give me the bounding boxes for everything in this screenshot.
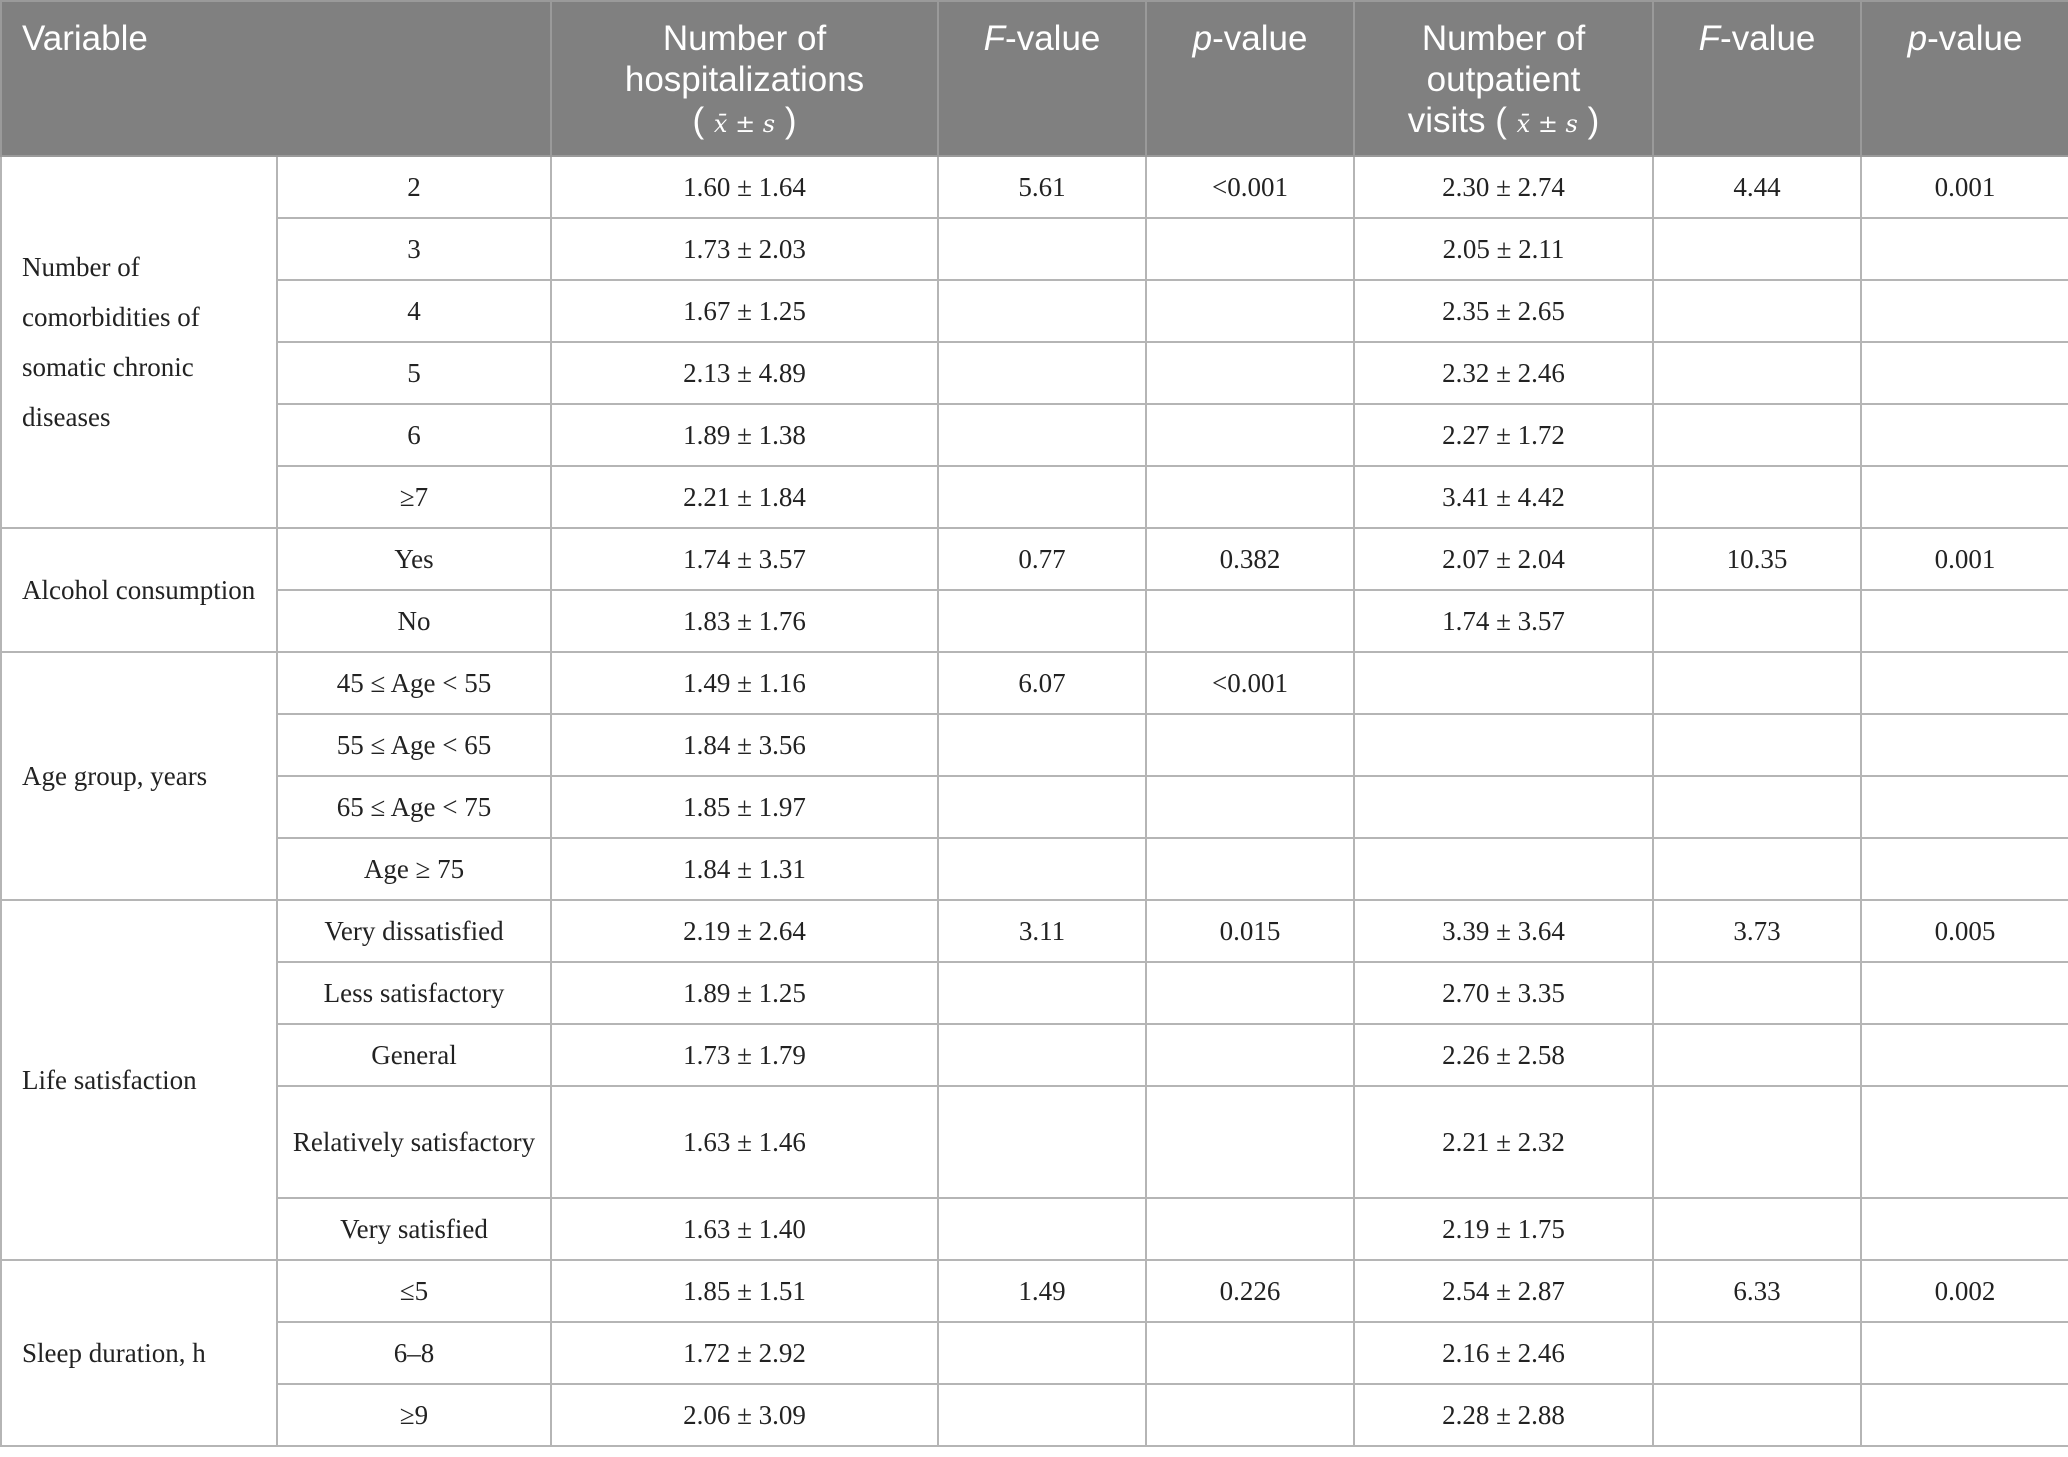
table-row — [1, 652, 2068, 714]
outpatient-visits-cell: 2.05 ± 2.11 — [1354, 218, 1653, 280]
hospitalizations-cell: 1.67 ± 1.25 — [551, 280, 938, 342]
f-value-hosp-cell: 3.11 — [938, 900, 1146, 962]
p-value-hosp-cell: 0.226 — [1146, 1260, 1354, 1322]
hospitalizations-cell: 1.83 ± 1.76 — [551, 590, 938, 652]
level-cell: Yes — [277, 528, 551, 590]
hospitalizations-cell: 1.49 ± 1.16 — [551, 652, 938, 714]
hospitalizations-cell: 1.74 ± 3.57 — [551, 528, 938, 590]
f-value-hosp-cell: 0.77 — [938, 528, 1146, 590]
table-row — [1, 776, 2068, 838]
f-value-hosp-cell — [938, 1384, 1146, 1446]
f-value-outp-cell — [1653, 218, 1861, 280]
f-value-hosp-cell — [938, 466, 1146, 528]
p-value-hosp-cell: 0.015 — [1146, 900, 1354, 962]
outpatient-visits-cell: 3.39 ± 3.64 — [1354, 900, 1653, 962]
f-value-outp-cell — [1653, 404, 1861, 466]
f-value-hosp-cell — [938, 342, 1146, 404]
p-value-hosp-cell: <0.001 — [1146, 652, 1354, 714]
level-cell: ≥9 — [277, 1384, 551, 1446]
level-cell: General — [277, 1024, 551, 1086]
hospitalizations-cell: 1.63 ± 1.40 — [551, 1198, 938, 1260]
level-cell: Less satisfactory — [277, 962, 551, 1024]
table-row — [1, 1086, 2068, 1198]
p-value-outp-cell — [1861, 962, 2068, 1024]
outpatient-visits-cell: 2.16 ± 2.46 — [1354, 1322, 1653, 1384]
p-value-outp-cell — [1861, 218, 2068, 280]
variable-cell: Age group, years — [1, 652, 277, 900]
p-value-hosp-cell — [1146, 590, 1354, 652]
outpatient-visits-cell: 2.70 ± 3.35 — [1354, 962, 1653, 1024]
header-f-value-hosp: F-value — [938, 1, 1146, 156]
outpatient-visits-cell: 2.27 ± 1.72 — [1354, 404, 1653, 466]
p-value-hosp-cell — [1146, 1086, 1354, 1198]
f-value-outp-cell — [1653, 776, 1861, 838]
p-value-outp-cell: 0.001 — [1861, 156, 2068, 218]
table-row — [1, 156, 2068, 218]
f-value-hosp-cell — [938, 838, 1146, 900]
hospitalizations-cell: 1.73 ± 1.79 — [551, 1024, 938, 1086]
f-value-outp-cell — [1653, 838, 1861, 900]
p-value-outp-cell — [1861, 652, 2068, 714]
level-cell: Age ≥ 75 — [277, 838, 551, 900]
p-value-outp-cell: 0.005 — [1861, 900, 2068, 962]
f-value-outp-cell — [1653, 590, 1861, 652]
table-row — [1, 280, 2068, 342]
f-value-outp-cell — [1653, 714, 1861, 776]
p-value-hosp-cell — [1146, 218, 1354, 280]
level-cell: 3 — [277, 218, 551, 280]
p-value-outp-cell — [1861, 590, 2068, 652]
table-row — [1, 1198, 2068, 1260]
hospitalizations-cell: 1.89 ± 1.38 — [551, 404, 938, 466]
level-cell: 55 ≤ Age < 65 — [277, 714, 551, 776]
mean-sd-notation: x̄ ± s — [1516, 110, 1578, 138]
table-row — [1, 1024, 2068, 1086]
outpatient-visits-cell: 2.54 ± 2.87 — [1354, 1260, 1653, 1322]
p-value-outp-cell — [1861, 466, 2068, 528]
p-value-hosp-cell — [1146, 1024, 1354, 1086]
hospitalizations-cell: 2.21 ± 1.84 — [551, 466, 938, 528]
p-value-hosp-cell — [1146, 404, 1354, 466]
f-value-hosp-cell — [938, 962, 1146, 1024]
header-f-value-outp: F-value — [1653, 1, 1861, 156]
hospitalizations-cell: 1.84 ± 1.31 — [551, 838, 938, 900]
f-value-outp-cell — [1653, 1024, 1861, 1086]
f-value-hosp-cell — [938, 1198, 1146, 1260]
p-value-hosp-cell — [1146, 466, 1354, 528]
f-value-outp-cell — [1653, 1322, 1861, 1384]
hospitalizations-cell: 2.13 ± 4.89 — [551, 342, 938, 404]
p-value-hosp-cell — [1146, 1384, 1354, 1446]
outpatient-visits-cell: 3.41 ± 4.42 — [1354, 466, 1653, 528]
p-value-hosp-cell: <0.001 — [1146, 156, 1354, 218]
level-cell: 2 — [277, 156, 551, 218]
hospitalizations-cell: 2.19 ± 2.64 — [551, 900, 938, 962]
level-cell: No — [277, 590, 551, 652]
p-value-hosp-cell — [1146, 280, 1354, 342]
outpatient-visits-cell — [1354, 776, 1653, 838]
p-value-outp-cell — [1861, 714, 2068, 776]
outpatient-visits-cell — [1354, 652, 1653, 714]
p-value-outp-cell — [1861, 776, 2068, 838]
outpatient-visits-cell: 2.21 ± 2.32 — [1354, 1086, 1653, 1198]
p-value-outp-cell — [1861, 1322, 2068, 1384]
table-header — [1, 1, 2068, 156]
mean-sd-notation: x̄ ± s — [713, 110, 776, 138]
p-value-outp-cell — [1861, 342, 2068, 404]
header-variable: Variable — [1, 1, 551, 156]
p-value-hosp-cell — [1146, 342, 1354, 404]
table-row — [1, 1322, 2068, 1384]
level-cell: 65 ≤ Age < 75 — [277, 776, 551, 838]
hospitalizations-cell: 1.63 ± 1.46 — [551, 1086, 938, 1198]
p-value-outp-cell — [1861, 404, 2068, 466]
f-value-hosp-cell — [938, 590, 1146, 652]
f-value-outp-cell: 10.35 — [1653, 528, 1861, 590]
outpatient-visits-cell: 1.74 ± 3.57 — [1354, 590, 1653, 652]
hospitalizations-cell: 1.72 ± 2.92 — [551, 1322, 938, 1384]
f-value-hosp-cell — [938, 1322, 1146, 1384]
outpatient-visits-cell: 2.28 ± 2.88 — [1354, 1384, 1653, 1446]
table-row — [1, 466, 2068, 528]
table-row — [1, 900, 2068, 962]
hospitalizations-cell: 1.85 ± 1.51 — [551, 1260, 938, 1322]
level-cell: 45 ≤ Age < 55 — [277, 652, 551, 714]
f-value-outp-cell — [1653, 1086, 1861, 1198]
outpatient-visits-cell: 2.19 ± 1.75 — [1354, 1198, 1653, 1260]
level-cell: 4 — [277, 280, 551, 342]
variable-cell: Sleep duration, h — [1, 1260, 277, 1446]
f-value-hosp-cell — [938, 1086, 1146, 1198]
p-value-hosp-cell — [1146, 1198, 1354, 1260]
outpatient-visits-cell: 2.35 ± 2.65 — [1354, 280, 1653, 342]
level-cell: Very dissatisfied — [277, 900, 551, 962]
level-cell: Relatively satisfactory — [277, 1086, 551, 1198]
header-p-value-outp: p-value — [1861, 1, 2068, 156]
header-hospitalizations: Number of hospitalizations ( x̄ ± s ) — [551, 1, 938, 156]
table-row — [1, 1260, 2068, 1322]
p-value-hosp-cell — [1146, 838, 1354, 900]
p-value-outp-cell: 0.001 — [1861, 528, 2068, 590]
level-cell: 5 — [277, 342, 551, 404]
outpatient-visits-cell — [1354, 714, 1653, 776]
p-value-outp-cell — [1861, 1024, 2068, 1086]
p-value-outp-cell — [1861, 1086, 2068, 1198]
hospitalizations-cell: 1.73 ± 2.03 — [551, 218, 938, 280]
table-row — [1, 590, 2068, 652]
table-row — [1, 1384, 2068, 1446]
p-value-hosp-cell — [1146, 962, 1354, 1024]
f-value-hosp-cell — [938, 404, 1146, 466]
table-body — [1, 156, 2068, 1446]
hospitalizations-cell: 1.60 ± 1.64 — [551, 156, 938, 218]
f-value-hosp-cell — [938, 218, 1146, 280]
outpatient-visits-cell: 2.26 ± 2.58 — [1354, 1024, 1653, 1086]
variable-cell: Alcohol consumption — [1, 528, 277, 652]
hospitalizations-cell: 1.85 ± 1.97 — [551, 776, 938, 838]
f-value-outp-cell: 4.44 — [1653, 156, 1861, 218]
f-value-outp-cell — [1653, 280, 1861, 342]
hospitalizations-cell: 1.84 ± 3.56 — [551, 714, 938, 776]
level-cell: Very satisfied — [277, 1198, 551, 1260]
f-value-outp-cell — [1653, 962, 1861, 1024]
p-value-outp-cell — [1861, 280, 2068, 342]
p-value-outp-cell — [1861, 1384, 2068, 1446]
header-outpatient-visits: Number of outpatient visits ( x̄ ± s ) — [1354, 1, 1653, 156]
f-value-outp-cell — [1653, 342, 1861, 404]
p-value-outp-cell — [1861, 1198, 2068, 1260]
p-value-hosp-cell — [1146, 1322, 1354, 1384]
f-value-hosp-cell — [938, 280, 1146, 342]
outpatient-visits-cell: 2.07 ± 2.04 — [1354, 528, 1653, 590]
f-value-hosp-cell: 5.61 — [938, 156, 1146, 218]
f-value-hosp-cell — [938, 714, 1146, 776]
level-cell: ≥7 — [277, 466, 551, 528]
table-row — [1, 218, 2068, 280]
f-value-hosp-cell — [938, 1024, 1146, 1086]
f-value-outp-cell — [1653, 652, 1861, 714]
level-cell: 6–8 — [277, 1322, 551, 1384]
f-value-outp-cell — [1653, 466, 1861, 528]
f-value-hosp-cell: 1.49 — [938, 1260, 1146, 1322]
f-value-outp-cell: 3.73 — [1653, 900, 1861, 962]
level-cell: 6 — [277, 404, 551, 466]
f-value-hosp-cell — [938, 776, 1146, 838]
variable-cell: Life satisfaction — [1, 900, 277, 1260]
outpatient-visits-cell — [1354, 838, 1653, 900]
table-row — [1, 528, 2068, 590]
p-value-hosp-cell — [1146, 714, 1354, 776]
table-row — [1, 342, 2068, 404]
p-value-outp-cell: 0.002 — [1861, 1260, 2068, 1322]
table-row — [1, 838, 2068, 900]
outpatient-visits-cell: 2.32 ± 2.46 — [1354, 342, 1653, 404]
table-row — [1, 404, 2068, 466]
p-value-hosp-cell: 0.382 — [1146, 528, 1354, 590]
p-value-outp-cell — [1861, 838, 2068, 900]
table-row — [1, 962, 2068, 1024]
f-value-outp-cell — [1653, 1198, 1861, 1260]
level-cell: ≤5 — [277, 1260, 551, 1322]
hospitalizations-cell: 1.89 ± 1.25 — [551, 962, 938, 1024]
header-p-value-hosp: p-value — [1146, 1, 1354, 156]
outpatient-visits-cell: 2.30 ± 2.74 — [1354, 156, 1653, 218]
table-row — [1, 714, 2068, 776]
variable-cell: Number of comorbidities of somatic chronic diseases — [1, 156, 277, 528]
f-value-hosp-cell: 6.07 — [938, 652, 1146, 714]
p-value-hosp-cell — [1146, 776, 1354, 838]
f-value-outp-cell — [1653, 1384, 1861, 1446]
hospitalizations-cell: 2.06 ± 3.09 — [551, 1384, 938, 1446]
f-value-outp-cell: 6.33 — [1653, 1260, 1861, 1322]
